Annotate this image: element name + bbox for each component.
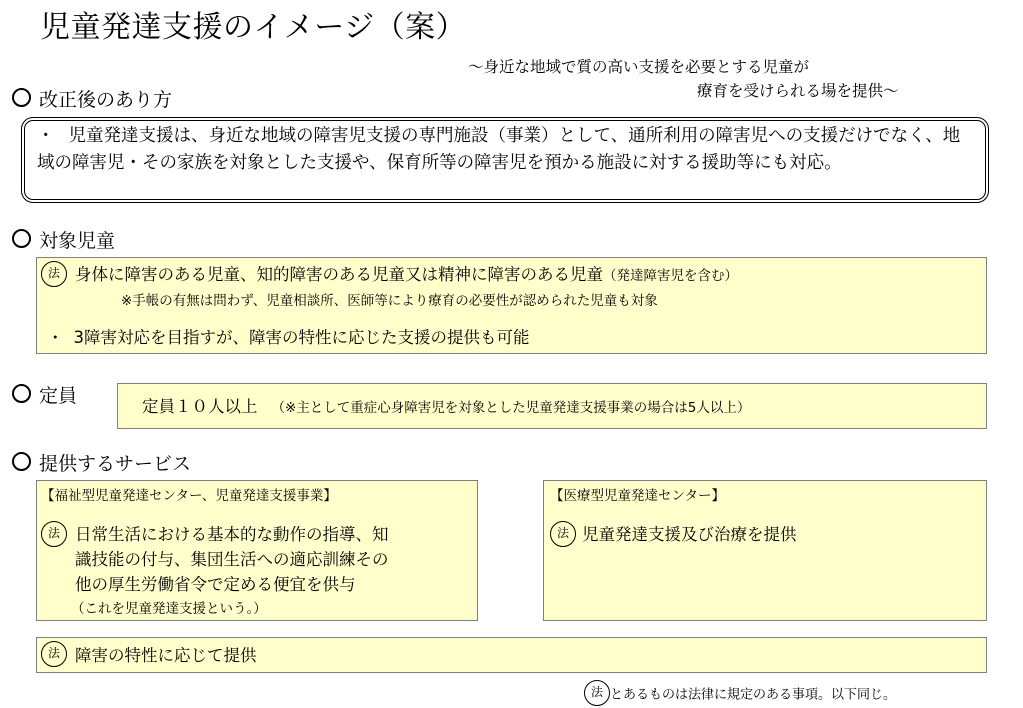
circle-bullet-icon bbox=[12, 88, 31, 107]
section-heading-after-revision: 改正後のあり方 bbox=[12, 87, 172, 113]
medical-type-label: 【医療型児童発達センター】 bbox=[550, 488, 725, 504]
capacity-box bbox=[117, 383, 987, 429]
circle-bullet-icon bbox=[12, 384, 31, 403]
target-children-box bbox=[36, 257, 987, 354]
circle-bullet-icon bbox=[12, 229, 31, 248]
section-heading-target-children: 対象児童 bbox=[12, 228, 115, 254]
welfare-type-note: （これを児童発達支援という。） bbox=[71, 601, 267, 617]
capacity-main: 定員１０人以上 （※主として重症心身障害児を対象とした児童発達支援事業の場合は5人以上） bbox=[142, 397, 751, 416]
medical-type-text: 児童発達支援及び治療を提供 bbox=[582, 525, 797, 544]
section-heading-capacity: 定員 bbox=[12, 383, 77, 409]
page-title: 児童発達支援のイメージ（案） bbox=[40, 10, 467, 45]
law-badge-icon: 法 bbox=[41, 261, 67, 287]
after-revision-text: ・ 児童発達支援は、身近な地域の障害児支援の専門施設（事業）として、通所利用の障害児への支援だけでなく、地域の障害児・その家族を対象とした支援や、保育所等の障害児を預かる施設に対する援助等にも対応。 bbox=[37, 126, 961, 173]
law-badge-icon: 法 bbox=[584, 680, 610, 706]
medical-type-box bbox=[543, 480, 987, 621]
footer-note: 法 とあるものは法律に規定のある事項。以下同じ。 bbox=[584, 680, 896, 706]
welfare-type-label: 【福祉型児童発達センター、児童発達支援事業】 bbox=[41, 488, 337, 504]
welfare-type-box bbox=[36, 480, 478, 621]
law-badge-icon: 法 bbox=[41, 521, 67, 547]
law-badge-icon: 法 bbox=[550, 521, 576, 547]
target-children-bullet: ・ 3障害対応を目指すが、障害の特性に応じた支援の提供も可能 bbox=[47, 328, 530, 347]
target-children-main: 身体に障害のある児童、知的障害のある児童又は精神に障害のある児童（発達障害児を含む） bbox=[75, 265, 738, 284]
subtitle-line-1: ～身近な地域で質の高い支援を必要とする児童が bbox=[468, 58, 810, 76]
welfare-type-text-3: 他の厚生労働省令で定める便宜を供与 bbox=[75, 575, 356, 594]
common-service-text: 障害の特性に応じて提供 bbox=[75, 646, 257, 665]
welfare-type-text-2: 識技能の付与、集団生活への適応訓練その bbox=[75, 550, 389, 569]
circle-bullet-icon bbox=[12, 452, 31, 471]
law-badge-icon: 法 bbox=[41, 641, 67, 667]
section-heading-services: 提供するサービス bbox=[12, 451, 191, 477]
after-revision-box bbox=[21, 117, 989, 203]
bullet-dot: ・ bbox=[37, 126, 55, 146]
target-children-note: ※手帳の有無は問わず、児童相談所、医師等により療育の必要性が認められた児童も対象 bbox=[121, 293, 658, 309]
common-service-box bbox=[36, 637, 987, 673]
subtitle-line-2: 療育を受けられる場を提供～ bbox=[697, 82, 899, 100]
welfare-type-text-1: 日常生活における基本的な動作の指導、知 bbox=[75, 525, 389, 544]
